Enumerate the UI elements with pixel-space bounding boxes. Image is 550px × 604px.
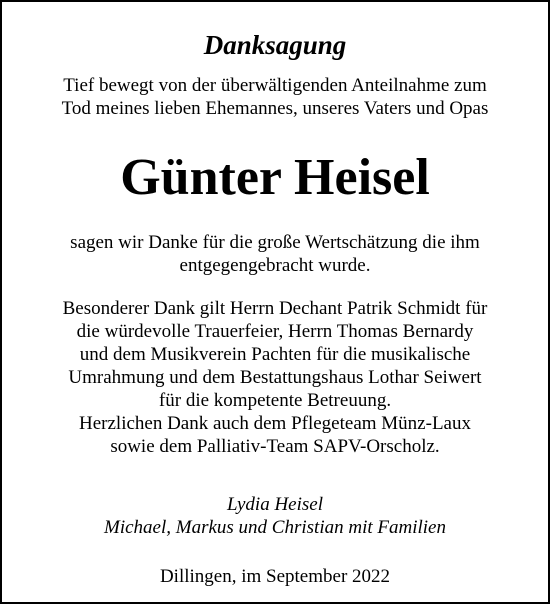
signature-line-1: Lydia Heisel [226,494,323,515]
signature-line-2: Michael, Markus und Christian mit Familien [104,517,446,538]
special-thanks-line-5: für die kompetente Betreuung. [158,390,392,411]
special-thanks-line-2: die würdevolle Trauerfeier, Herrn Thomas Bernardy [76,321,474,342]
special-thanks-line-7: sowie dem Palliativ-Team SAPV-Orscholz. [110,436,440,457]
place-date: Dillingen, im September 2022 [159,566,391,587]
intro-line-1: Tief bewegt von der überwältigenden Anteilnahme zum [63,75,487,96]
special-thanks-line-4: Umrahmung und dem Bestattungshaus Lothar Seiwert [68,367,482,388]
heading: Danksagung [203,30,347,60]
intro-line-2: Tod meines lieben Ehemannes, unseres Vaters und Opas [61,98,489,119]
special-thanks-line-1: Besonderer Dank gilt Herrn Dechant Patrik Schmidt für [62,298,488,319]
deceased-name: Günter Heisel [120,149,430,206]
thanks-line-1: sagen wir Danke für die große Wertschätzung die ihm [70,232,480,253]
special-thanks-line-3: und dem Musikverein Pachten für die musikalische [79,344,471,365]
special-thanks-line-6: Herzlichen Dank auch dem Pflegeteam Münz-Laux [79,413,471,434]
thanks-line-2: entgegengebracht wurde. [179,255,371,276]
